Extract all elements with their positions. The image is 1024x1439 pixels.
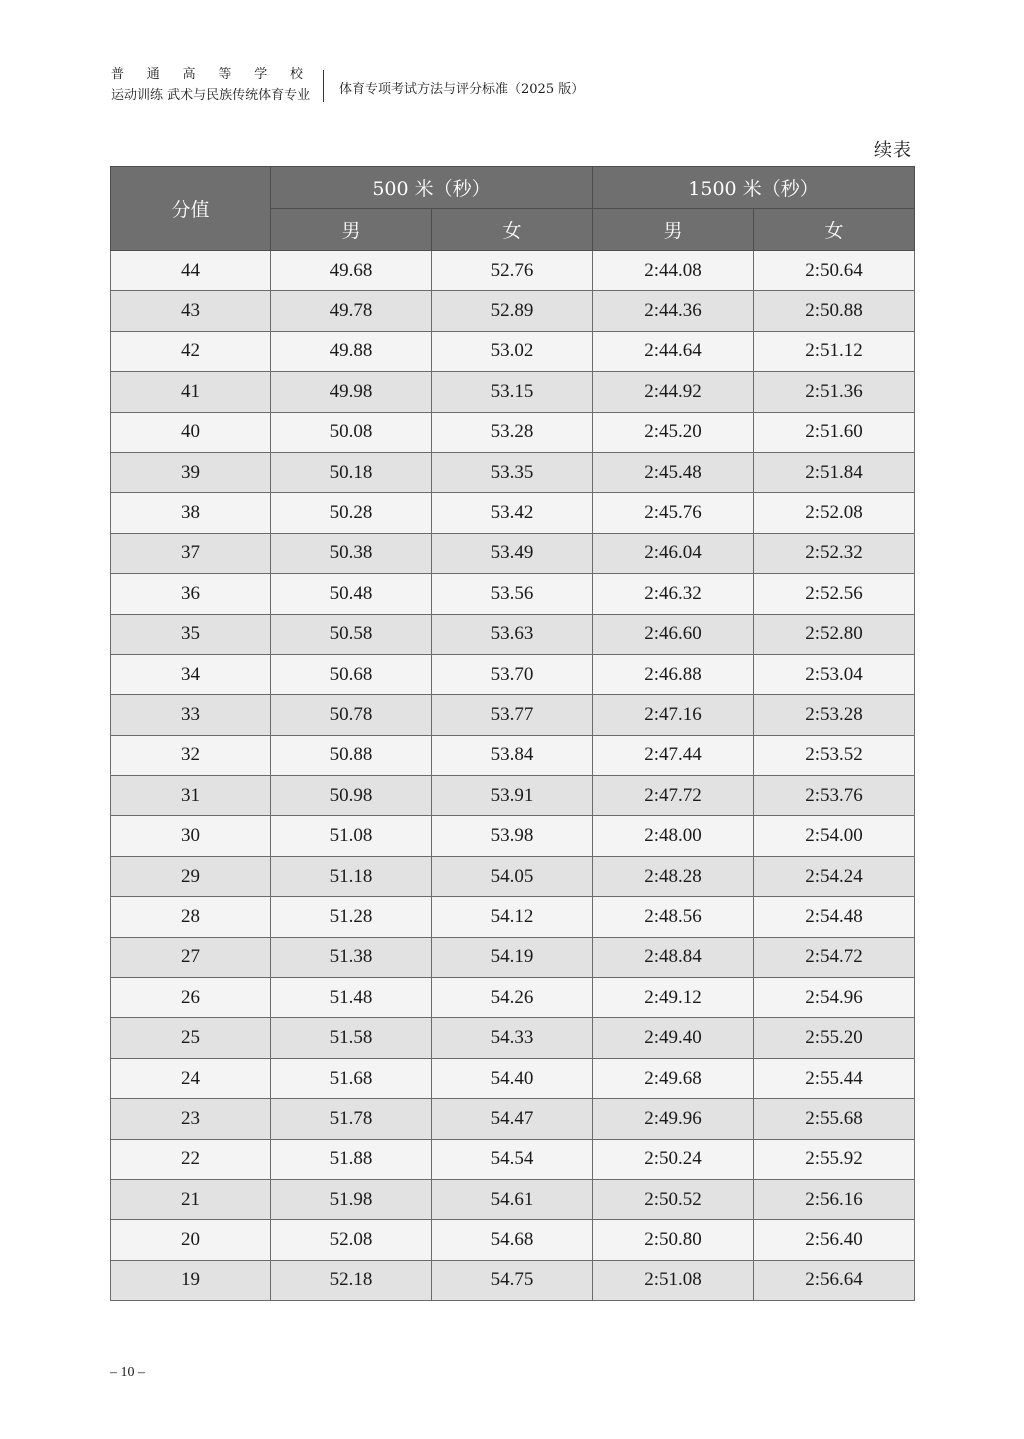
male-1500m-cell: 2:44.64: [593, 331, 754, 371]
female-1500m-header: 女: [754, 209, 915, 251]
table-row: [111, 856, 915, 896]
female-500m-cell: 54.12: [432, 897, 593, 937]
male-500m-cell: 51.08: [271, 816, 432, 856]
female-1500m-cell: 2:56.40: [754, 1220, 915, 1260]
female-500m-cell: 53.63: [432, 614, 593, 654]
female-1500m-cell: 2:56.16: [754, 1179, 915, 1219]
female-1500m-cell: 2:54.00: [754, 816, 915, 856]
male-500m-cell: 51.48: [271, 978, 432, 1018]
male-500m-cell: 49.88: [271, 331, 432, 371]
table-row: [111, 1058, 915, 1098]
male-1500m-cell: 2:44.92: [593, 372, 754, 412]
male-1500m-header: 男: [593, 209, 754, 251]
male-500m-cell: 50.08: [271, 412, 432, 452]
male-500m-cell: 49.98: [271, 372, 432, 412]
table-row: [111, 1018, 915, 1058]
score-cell: 37: [111, 533, 271, 573]
female-500m-cell: 54.54: [432, 1139, 593, 1179]
male-1500m-cell: 2:48.56: [593, 897, 754, 937]
score-table-header: [111, 167, 915, 251]
female-500m-cell: 53.56: [432, 574, 593, 614]
male-500m-cell: 51.38: [271, 937, 432, 977]
table-row: [111, 1139, 915, 1179]
female-500m-cell: 54.40: [432, 1058, 593, 1098]
group-header-1500m: 1500 米（秒）: [593, 167, 915, 209]
score-cell: 42: [111, 331, 271, 371]
female-1500m-cell: 2:50.88: [754, 291, 915, 331]
female-1500m-cell: 2:55.20: [754, 1018, 915, 1058]
female-1500m-cell: 2:55.68: [754, 1099, 915, 1139]
score-cell: 24: [111, 1058, 271, 1098]
female-500m-header: 女: [432, 209, 593, 251]
female-1500m-cell: 2:52.56: [754, 574, 915, 614]
table-row: [111, 452, 915, 492]
score-cell: 28: [111, 897, 271, 937]
table-row: [111, 251, 915, 291]
female-1500m-cell: 2:53.28: [754, 695, 915, 735]
male-1500m-cell: 2:51.08: [593, 1260, 754, 1300]
score-cell: 30: [111, 816, 271, 856]
table-row: [111, 735, 915, 775]
female-1500m-cell: 2:55.44: [754, 1058, 915, 1098]
female-1500m-cell: 2:54.48: [754, 897, 915, 937]
score-cell: 38: [111, 493, 271, 533]
score-cell: 35: [111, 614, 271, 654]
male-1500m-cell: 2:50.80: [593, 1220, 754, 1260]
table-row: [111, 776, 915, 816]
score-cell: 19: [111, 1260, 271, 1300]
female-500m-cell: 53.28: [432, 412, 593, 452]
table-row: [111, 978, 915, 1018]
female-1500m-cell: 2:51.12: [754, 331, 915, 371]
female-1500m-cell: 2:52.80: [754, 614, 915, 654]
header-char: 学: [254, 67, 268, 82]
table-row: [111, 493, 915, 533]
score-cell: 41: [111, 372, 271, 412]
male-500m-cell: 49.78: [271, 291, 432, 331]
female-500m-cell: 53.15: [432, 372, 593, 412]
female-500m-cell: 54.68: [432, 1220, 593, 1260]
table-row: [111, 1099, 915, 1139]
male-500m-cell: 50.58: [271, 614, 432, 654]
male-500m-cell: 50.38: [271, 533, 432, 573]
male-1500m-cell: 2:49.12: [593, 978, 754, 1018]
score-cell: 34: [111, 654, 271, 694]
female-1500m-cell: 2:53.76: [754, 776, 915, 816]
male-1500m-cell: 2:45.20: [593, 412, 754, 452]
male-1500m-cell: 2:47.16: [593, 695, 754, 735]
female-1500m-cell: 2:54.72: [754, 937, 915, 977]
continued-table-label: 续表: [874, 140, 912, 161]
female-1500m-cell: 2:53.52: [754, 735, 915, 775]
female-500m-cell: 53.49: [432, 533, 593, 573]
score-cell: 29: [111, 856, 271, 896]
male-500m-cell: 52.18: [271, 1260, 432, 1300]
score-cell: 27: [111, 937, 271, 977]
score-cell: 23: [111, 1099, 271, 1139]
female-1500m-cell: 2:50.64: [754, 251, 915, 291]
male-500m-cell: 51.98: [271, 1179, 432, 1219]
score-cell: 26: [111, 978, 271, 1018]
header-char: 等: [218, 67, 232, 82]
male-1500m-cell: 2:47.44: [593, 735, 754, 775]
male-500m-cell: 49.68: [271, 251, 432, 291]
female-500m-cell: 53.77: [432, 695, 593, 735]
score-cell: 43: [111, 291, 271, 331]
table-row: [111, 614, 915, 654]
score-cell: 25: [111, 1018, 271, 1058]
score-cell: 21: [111, 1179, 271, 1219]
table-row: [111, 372, 915, 412]
female-500m-cell: 54.26: [432, 978, 593, 1018]
score-table-body: [111, 251, 915, 1301]
male-500m-cell: 50.78: [271, 695, 432, 735]
male-1500m-cell: 2:47.72: [593, 776, 754, 816]
male-500m-cell: 51.18: [271, 856, 432, 896]
score-table: [110, 166, 915, 1301]
female-1500m-cell: 2:51.60: [754, 412, 915, 452]
female-500m-cell: 54.33: [432, 1018, 593, 1058]
male-1500m-cell: 2:48.00: [593, 816, 754, 856]
table-row: [111, 574, 915, 614]
score-cell: 31: [111, 776, 271, 816]
table-row: [111, 897, 915, 937]
male-500m-cell: 51.88: [271, 1139, 432, 1179]
male-500m-cell: 50.18: [271, 452, 432, 492]
female-500m-cell: 53.70: [432, 654, 593, 694]
page-number: – 10 –: [110, 1365, 145, 1380]
score-cell: 44: [111, 251, 271, 291]
male-500m-cell: 51.28: [271, 897, 432, 937]
table-row: [111, 412, 915, 452]
header-divider: [323, 70, 324, 102]
female-500m-cell: 54.19: [432, 937, 593, 977]
table-row: [111, 1220, 915, 1260]
male-1500m-cell: 2:48.84: [593, 937, 754, 977]
table-row: [111, 654, 915, 694]
female-500m-cell: 54.05: [432, 856, 593, 896]
score-column-header: 分值: [111, 167, 271, 251]
male-500m-cell: 51.78: [271, 1099, 432, 1139]
running-header-left: [111, 66, 311, 104]
female-1500m-cell: 2:52.08: [754, 493, 915, 533]
score-cell: 39: [111, 452, 271, 492]
male-1500m-cell: 2:44.08: [593, 251, 754, 291]
table-row: [111, 937, 915, 977]
male-1500m-cell: 2:50.24: [593, 1139, 754, 1179]
score-cell: 40: [111, 412, 271, 452]
score-cell: 20: [111, 1220, 271, 1260]
female-500m-cell: 54.47: [432, 1099, 593, 1139]
male-1500m-cell: 2:50.52: [593, 1179, 754, 1219]
female-1500m-cell: 2:55.92: [754, 1139, 915, 1179]
male-1500m-cell: 2:49.40: [593, 1018, 754, 1058]
female-500m-cell: 54.75: [432, 1260, 593, 1300]
male-1500m-cell: 2:49.68: [593, 1058, 754, 1098]
male-500m-cell: 50.48: [271, 574, 432, 614]
male-1500m-cell: 2:46.04: [593, 533, 754, 573]
female-1500m-cell: 2:51.36: [754, 372, 915, 412]
female-1500m-cell: 2:54.24: [754, 856, 915, 896]
female-1500m-cell: 2:53.04: [754, 654, 915, 694]
table-row: [111, 1179, 915, 1219]
female-500m-cell: 52.76: [432, 251, 593, 291]
score-cell: 22: [111, 1139, 271, 1179]
header-document-title: 体育专项考试方法与评分标准（2025 版）: [339, 82, 585, 97]
male-500m-cell: 50.88: [271, 735, 432, 775]
male-500m-header: 男: [271, 209, 432, 251]
male-500m-cell: 51.68: [271, 1058, 432, 1098]
female-1500m-cell: 2:51.84: [754, 452, 915, 492]
male-1500m-cell: 2:45.76: [593, 493, 754, 533]
female-500m-cell: 53.42: [432, 493, 593, 533]
female-500m-cell: 52.89: [432, 291, 593, 331]
female-1500m-cell: 2:56.64: [754, 1260, 915, 1300]
header-school-type: [111, 66, 303, 84]
table-row: [111, 695, 915, 735]
table-row: [111, 331, 915, 371]
score-cell: 36: [111, 574, 271, 614]
header-char: 校: [289, 67, 303, 82]
table-row: [111, 291, 915, 331]
male-1500m-cell: 2:46.32: [593, 574, 754, 614]
female-500m-cell: 53.84: [432, 735, 593, 775]
header-char: 普: [111, 67, 125, 82]
male-500m-cell: 51.58: [271, 1018, 432, 1058]
male-500m-cell: 52.08: [271, 1220, 432, 1260]
female-500m-cell: 53.02: [432, 331, 593, 371]
male-500m-cell: 50.68: [271, 654, 432, 694]
male-1500m-cell: 2:46.88: [593, 654, 754, 694]
header-char: 高: [182, 67, 196, 82]
male-500m-cell: 50.98: [271, 776, 432, 816]
table-row: [111, 1260, 915, 1300]
score-cell: 33: [111, 695, 271, 735]
male-500m-cell: 50.28: [271, 493, 432, 533]
table-row: [111, 816, 915, 856]
male-1500m-cell: 2:48.28: [593, 856, 754, 896]
male-1500m-cell: 2:49.96: [593, 1099, 754, 1139]
female-1500m-cell: 2:52.32: [754, 533, 915, 573]
group-header-500m: 500 米（秒）: [271, 167, 593, 209]
female-500m-cell: 54.61: [432, 1179, 593, 1219]
score-cell: 32: [111, 735, 271, 775]
male-1500m-cell: 2:45.48: [593, 452, 754, 492]
female-500m-cell: 53.91: [432, 776, 593, 816]
male-1500m-cell: 2:44.36: [593, 291, 754, 331]
female-1500m-cell: 2:54.96: [754, 978, 915, 1018]
male-1500m-cell: 2:46.60: [593, 614, 754, 654]
female-500m-cell: 53.35: [432, 452, 593, 492]
header-char: 通: [146, 67, 160, 82]
table-row: [111, 533, 915, 573]
header-majors: 运动训练 武术与民族传统体育专业: [111, 88, 311, 103]
female-500m-cell: 53.98: [432, 816, 593, 856]
